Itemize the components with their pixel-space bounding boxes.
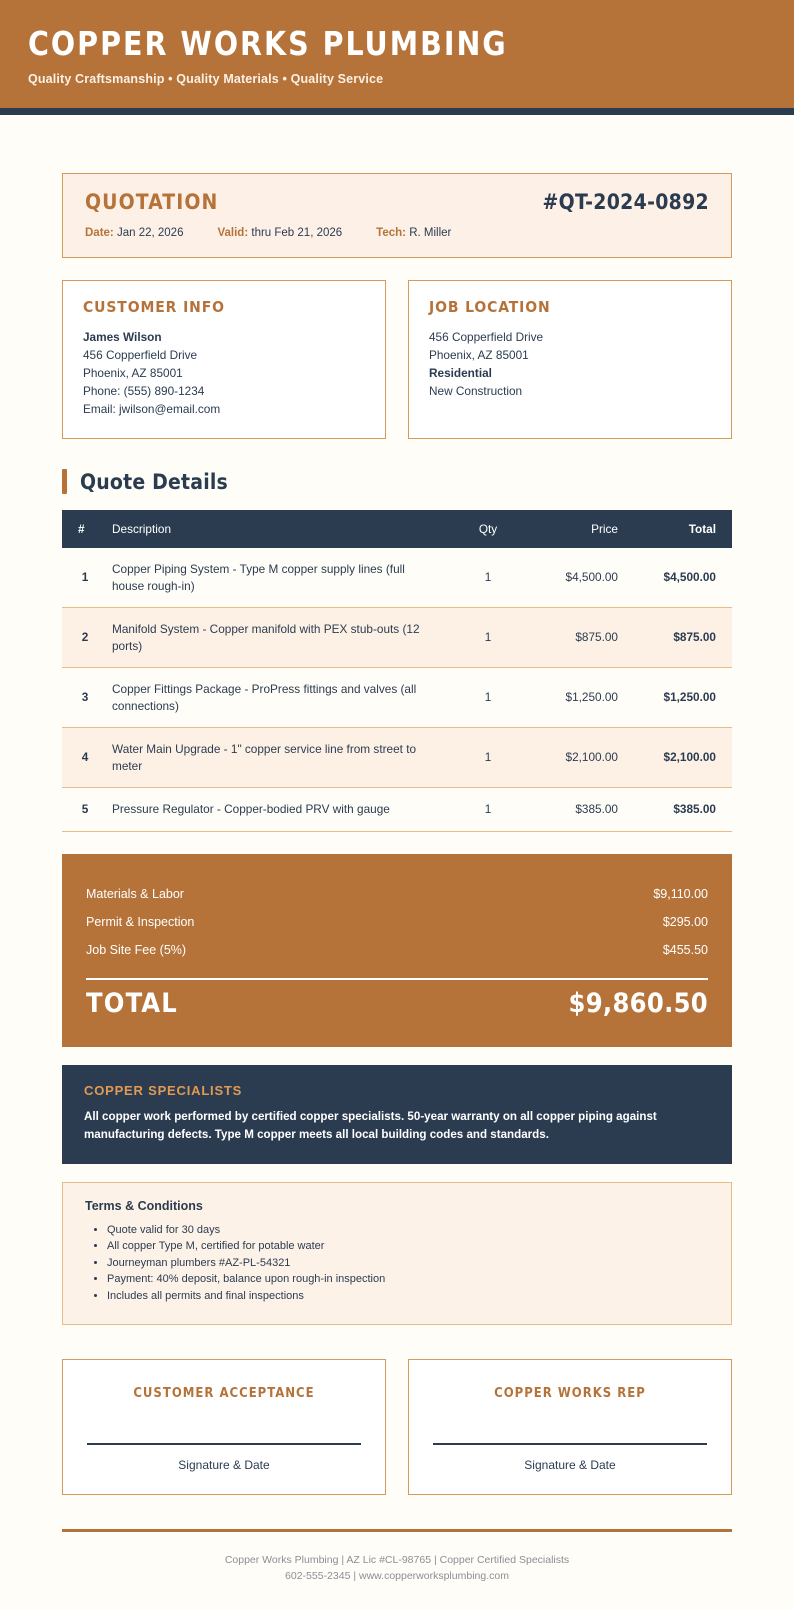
customer-acceptance-box[interactable] [62, 1359, 386, 1495]
section-title: Quote Details [80, 469, 228, 494]
table-row [62, 788, 732, 832]
top-spacer [62, 115, 732, 173]
job-location-box [408, 280, 732, 439]
column-header-qty: Qty [452, 510, 524, 548]
row-description: Manifold System - Copper manifold with PEX stub-outs (12 ports) [112, 622, 420, 653]
row-description: Copper Fittings Package - ProPress fittings and valves (all connections) [112, 682, 417, 713]
quotation-banner-top [85, 190, 709, 214]
column-header-number: # [62, 510, 102, 548]
row-qty: 1 [484, 570, 492, 585]
list-item: • Journeyman plumbers #AZ-PL-54321 [107, 1255, 709, 1272]
table-row [62, 668, 732, 728]
totals-line-jobsite [86, 936, 708, 964]
page-header [0, 0, 794, 115]
row-qty: 1 [484, 690, 492, 705]
quote-meta-tech-key: Tech: [376, 227, 406, 239]
list-item: • Quote valid for 30 days [107, 1222, 709, 1239]
list-item: • Includes all permits and final inspections [107, 1288, 709, 1305]
totals-panel [62, 854, 732, 1047]
copper-specialists-notice [62, 1065, 732, 1164]
row-description: Pressure Regulator - Copper-bodied PRV with gauge [112, 802, 390, 816]
totals-label: Job Site Fee (5%) [86, 942, 187, 957]
customer-address-line1: 456 Copperfield Drive [83, 348, 198, 362]
totals-value: $455.50 [662, 942, 708, 957]
signature-row [62, 1359, 732, 1495]
row-number: 4 [81, 750, 89, 765]
customer-email: Email: jwilson@email.com [83, 402, 221, 416]
customer-address-line2: Phoenix, AZ 85001 [83, 366, 183, 380]
copper-works-rep-box[interactable] [408, 1359, 732, 1495]
row-price: $1,250.00 [565, 690, 618, 705]
job-location-title: JOB LOCATION [429, 298, 551, 316]
quote-details-heading [62, 469, 732, 494]
footer-line-2: 602-555-2345 | www.copperworksplumbing.com [285, 1570, 509, 1582]
totals-label: Materials & Labor [86, 886, 184, 901]
quote-meta-date [85, 227, 183, 239]
line-items-body [62, 548, 732, 831]
customer-name: James Wilson [83, 330, 162, 344]
row-qty: 1 [484, 750, 492, 765]
quotation-number: #QT-2024-0892 [542, 190, 709, 214]
customer-info-box [62, 280, 386, 439]
rep-signature-caption: Signature & Date [524, 1458, 616, 1472]
column-header-description: Description [102, 510, 452, 548]
quote-meta-valid [217, 227, 342, 239]
quotation-banner [62, 173, 732, 258]
row-total: $1,250.00 [663, 690, 716, 705]
quote-meta-tech [376, 227, 451, 239]
row-description: Water Main Upgrade - 1" copper service line from street to meter [112, 742, 417, 773]
list-item: • All copper Type M, certified for potable water [107, 1238, 709, 1255]
notice-title: COPPER SPECIALISTS [84, 1082, 243, 1098]
copper-works-rep-title: COPPER WORKS REP [494, 1386, 646, 1401]
totals-divider [86, 978, 708, 980]
row-total: $875.00 [673, 630, 716, 645]
quote-meta-tech-value: R. Miller [409, 227, 452, 239]
table-row [62, 728, 732, 788]
row-price: $2,100.00 [565, 750, 618, 765]
job-address-line1: 456 Copperfield Drive [429, 330, 544, 344]
totals-line-materials [86, 880, 708, 908]
company-tagline: Quality Craftsmanship • Quality Materials • Quality Service [28, 72, 384, 86]
table-row [62, 608, 732, 668]
row-number: 1 [81, 570, 89, 585]
customer-signature-caption: Signature & Date [178, 1458, 270, 1472]
row-total: $2,100.00 [663, 750, 716, 765]
page-footer [62, 1529, 732, 1610]
row-number: 2 [81, 630, 89, 645]
grand-total-value: $9,860.50 [568, 987, 708, 1019]
info-boxes-row [62, 280, 732, 439]
column-header-total: Total [628, 510, 732, 548]
column-header-price: Price [524, 510, 628, 548]
customer-acceptance-title: CUSTOMER ACCEPTANCE [133, 1386, 315, 1401]
row-qty: 1 [484, 630, 492, 645]
totals-label: Permit & Inspection [86, 914, 195, 929]
grand-total-row [86, 988, 708, 1019]
row-price: $875.00 [575, 630, 618, 645]
customer-phone: Phone: (555) 890-1234 [83, 384, 205, 398]
row-qty: 1 [484, 802, 492, 816]
job-work-type: New Construction [429, 384, 523, 398]
job-property-type: Residential [429, 366, 492, 380]
document-body [0, 115, 794, 1610]
row-price: $4,500.00 [565, 570, 618, 585]
company-name: COPPER WORKS PLUMBING [28, 24, 508, 63]
line-items-table [62, 510, 732, 832]
totals-value: $9,110.00 [653, 886, 708, 901]
totals-line-permit [86, 908, 708, 936]
row-total: $4,500.00 [663, 570, 716, 585]
quotation-title: QUOTATION [85, 190, 219, 214]
quote-meta-valid-value: thru Feb 21, 2026 [251, 227, 343, 239]
line-items-header [62, 510, 732, 548]
footer-line-1: Copper Works Plumbing | AZ Lic #CL-98765 | Copper Certified Specialists [224, 1554, 570, 1566]
quote-meta-date-value: Jan 22, 2026 [116, 227, 184, 239]
customer-signature-line[interactable] [87, 1443, 361, 1445]
row-total: $385.00 [673, 802, 716, 816]
grand-total-label: TOTAL [86, 987, 178, 1019]
row-number: 3 [81, 690, 89, 705]
terms-and-conditions [62, 1182, 732, 1326]
job-address-line2: Phoenix, AZ 85001 [429, 348, 529, 362]
customer-info-title: CUSTOMER INFO [83, 298, 225, 316]
terms-title: Terms & Conditions [85, 1198, 203, 1213]
row-description: Copper Piping System - Type M copper supply lines (full house rough-in) [112, 562, 405, 593]
list-item: • Payment: 40% deposit, balance upon rough-in inspection [107, 1271, 709, 1288]
totals-value: $295.00 [662, 914, 708, 929]
quotation-meta [85, 227, 709, 239]
table-header-row [62, 510, 732, 548]
notice-body: All copper work performed by certified copper specialists. 50-year warranty on all copper piping against manufacturing defects. Type M copper meets all local building codes and standards. [84, 1109, 657, 1141]
terms-list [85, 1222, 709, 1305]
quote-meta-date-key: Date: [85, 227, 114, 239]
table-row [62, 548, 732, 608]
rep-signature-line[interactable] [433, 1443, 707, 1445]
row-price: $385.00 [575, 802, 618, 816]
section-accent-bar [62, 469, 67, 494]
quote-meta-valid-key: Valid: [217, 227, 249, 239]
row-number: 5 [81, 802, 89, 816]
